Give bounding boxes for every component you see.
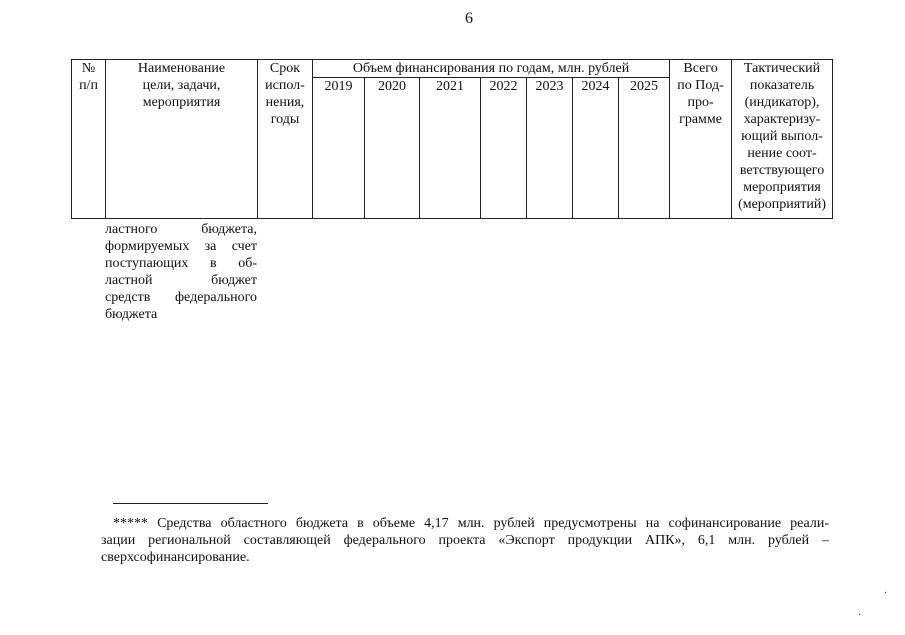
year-2024: 2024 [573, 78, 619, 219]
header-number: № п/п [72, 60, 106, 219]
footnote: ***** Средства областного бюджета в объеме 4,17 млн. рублей предусмотрены на софинансирование реали- зации региональной составляющей федерального проекта «Экспорт продукции АПК», 6,1 млн. рублей – сверхсофинансирование. [101, 516, 829, 565]
footnote-separator [113, 503, 268, 504]
continuation-text: ластного бюджета, формируемых за счет поступающих в об- ластной бюджет средств федерального бюджета [105, 222, 257, 322]
year-2019: 2019 [313, 78, 365, 219]
header-total: Всего по Под- про- грамме [670, 60, 732, 219]
header-term: Срок испол- нения, годы [258, 60, 313, 219]
page-number: 6 [465, 10, 473, 27]
header-indicator: Тактический показатель (индикатор), характеризу- ющий выпол- нение соот- ветствующего мероприятия (мероприятий) [732, 60, 833, 219]
scan-speck: · [884, 588, 888, 599]
year-2021: 2021 [420, 78, 481, 219]
header-name: Наименование цели, задачи, мероприятия [106, 60, 258, 219]
year-2023: 2023 [527, 78, 573, 219]
financing-table [71, 59, 833, 219]
year-2020: 2020 [365, 78, 420, 219]
year-2025: 2025 [619, 78, 670, 219]
year-2022: 2022 [481, 78, 527, 219]
scan-speck: · [858, 610, 862, 621]
header-volume: Объем финансирования по годам, млн. рублей [313, 60, 670, 78]
